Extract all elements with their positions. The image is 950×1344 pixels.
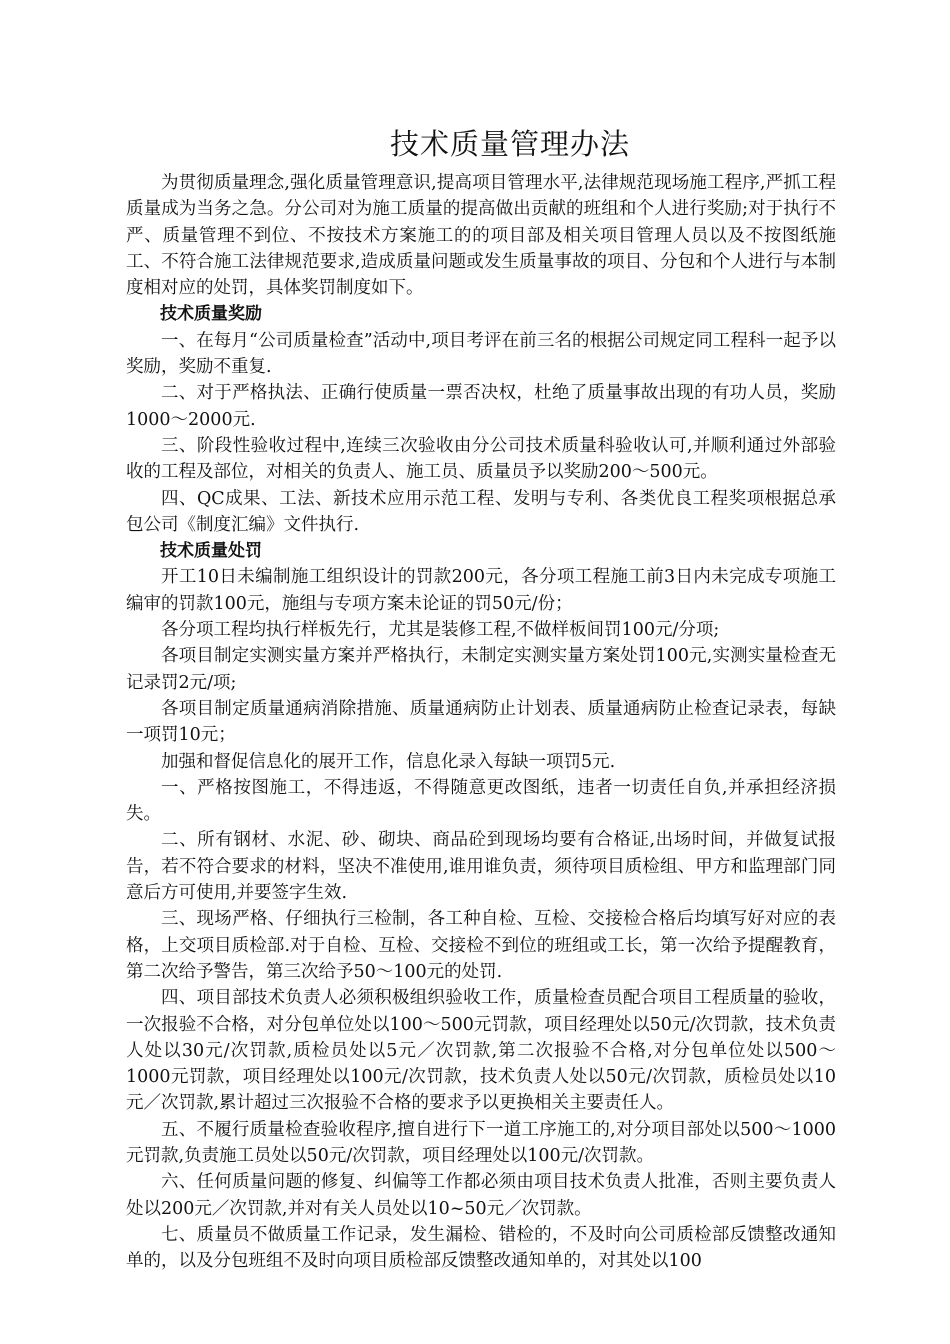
penalty-item: 二、所有钢材、水泥、砂、砌块、商品砼到现场均要有合格证,出场时间，并做复试报告，若不符合要求的材料，坚决不准使用,谁用谁负责，须待项目质检组、甲方和监理部门同意后方可使用,并要签字生效. (126, 830, 836, 904)
penalty-item: 各项目制定质量通病消除措施、质量通病防止计划表、质量通病防止检查记录表，每缺一项罚10元； (126, 698, 836, 746)
reward-item: 一、在每月“公司质量检查”活动中,项目考评在前三名的根据公司规定同工程科一起予以奖励，奖励不重复. (126, 330, 836, 378)
page-title: 技术质量管理办法 (389, 127, 630, 161)
reward-item: 三、阶段性验收过程中,连续三次验收由分公司技术质量科验收认可,并顺利通过外部验收的工程及部位，对相关的负责人、施工员、质量员予以奖励200～500元。 (126, 435, 836, 483)
penalty-item: 各项目制定实测实量方案并严格执行，未制定实测实量方案处罚100元,实测实量检查无记录罚2元/项; (126, 646, 836, 693)
penalty-item: 六、任何质量问题的修复、纠偏等工作都必须由项目技术负责人批准，否则主要负责人处以200元／次罚款,并对有关人员处以10~50元／次罚款。 (126, 1172, 836, 1219)
reward-heading: 技术质量奖励 (160, 304, 262, 325)
penalty-item: 五、不履行质量检查验收程序,擅自进行下一道工序施工的,对分项目部处以500～1000元罚款,负责施工员处以50元/次罚款，项目经理处以100元/次罚款。 (126, 1119, 836, 1166)
penalty-item: 加强和督促信息化的展开工作，信息化录入每缺一项罚5元. (161, 751, 616, 772)
reward-item: 二、对于严格执法、正确行使质量一票否决权，杜绝了质量事故出现的有功人员，奖励1000～2000元. (126, 383, 836, 430)
penalty-item: 各分项工程均执行样板先行，尤其是装修工程,不做样板间罚100元/分项; (161, 620, 720, 641)
penalty-item: 四、项目部技术负责人必须积极组织验收工作，质量检查员配合项目工程质量的验收，一次报验不合格，对分包单位处以100～500元罚款，项目经理处以50元/次罚款，技术负责人处以30元/次罚款,质检员处以5元／次罚款,第二次报验不合格,对分包单位处以500～1000元罚款，项目经理处以100元/次罚款，技术负责人处以50元/次罚款，质检员处以10元／次罚款,累计超过三次报验不合格的要求予以更换相关主要责任人。 (126, 988, 836, 1114)
penalty-item: 开工10日未编制施工组织设计的罚款200元，各分项工程施工前3日内未完成专项施工编审的罚款100元，施组与专项方案未论证的罚50元/份； (126, 567, 836, 614)
penalty-item: 七、质量员不做质量工作记录，发生漏检、错检的，不及时向公司质检部反馈整改通知单的，以及分包班组不及时向项目质检部反馈整改通知单的，对其处以100 (126, 1224, 836, 1272)
reward-item: 四、QC成果、工法、新技术应用示范工程、发明与专利、各类优良工程奖项根据总承包公司《制度汇编》文件执行. (126, 488, 836, 535)
document-body (126, 170, 836, 1274)
penalty-item: 三、现场严格、仔细执行三检制，各工种自检、互检、交接检合格后均填写好对应的表格，上交项目质检部.对于自检、互检、交接检不到位的班组或工长，第一次给予提醒教育，第二次给予警告，第三次给予50～100元的处罚. (126, 909, 836, 982)
intro-paragraph: 为贯彻质量理念,强化质量管理意识,提高项目管理水平,法律规范现场施工程序,严抓工程质量成为当务之急。分公司对为施工质量的提高做出贡献的班组和个人进行奖励;对于执行不严、质量管理不到位、不按技术方案施工的的项目部及相关项目管理人员以及不按图纸施工、不符合施工法律规范要求,造成质量问题或发生质量事故的项目、分包和个人进行与本制度相对应的处罚，具体奖罚制度如下。 (126, 173, 836, 299)
penalty-heading: 技术质量处罚 (160, 541, 262, 562)
penalty-item: 一、严格按图施工，不得违返，不得随意更改图纸，违者一切责任自负,并承担经济损失。 (126, 777, 836, 825)
